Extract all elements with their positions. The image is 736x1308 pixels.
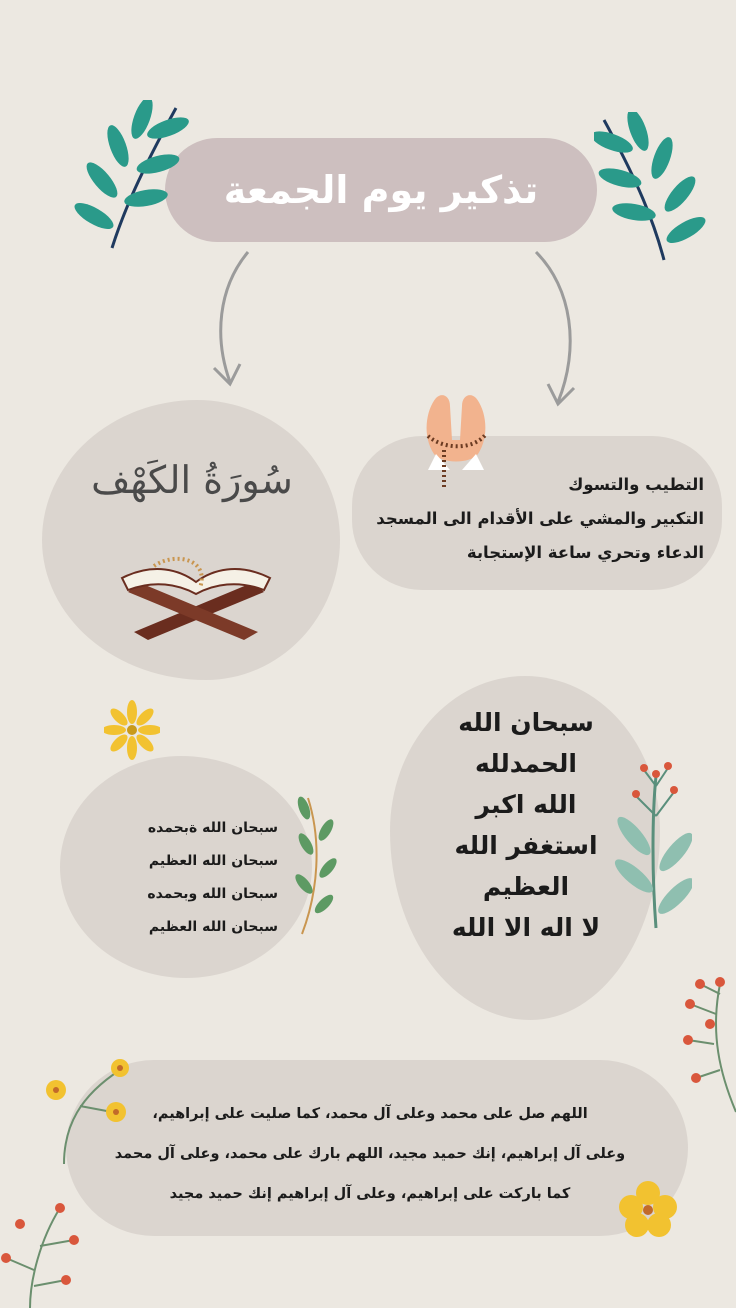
- duty-line: التطيب والتسوك: [568, 475, 704, 494]
- salawat-text: [84, 1094, 656, 1214]
- duty-line: الدعاء وتحري ساعة الإستجابة: [466, 543, 704, 562]
- flower-icon-yellow-bottom: [616, 1180, 680, 1238]
- surah-calligraphy: سُورَةُ الكَهْف: [91, 458, 293, 502]
- berry-branch-icon-green: [612, 756, 692, 932]
- curved-arrow-icon-right: [528, 248, 588, 410]
- salawat-line: كما باركت على إبراهيم، وعلى آل إبراهيم إنك حميد مجيد: [169, 1186, 571, 1202]
- duty-line: التكبير والمشي على الأقدام الى المسجد: [376, 509, 704, 528]
- dhikr-big-list: [440, 702, 612, 948]
- dhikr-line: العظيم: [482, 872, 570, 901]
- dhikr-line: استغفر الله: [454, 831, 598, 860]
- branch-leaf-icon-left: [72, 100, 190, 252]
- dhikr-small-line: سبحان الله وبحمده: [147, 886, 278, 902]
- dhikr-line: الحمدلله: [475, 749, 577, 778]
- dhikr-small-line: سبحان الله العظيم: [148, 919, 278, 935]
- dhikr-line: سبحان الله: [458, 708, 594, 737]
- friday-duties-list: [364, 468, 704, 570]
- berry-branch-icon-red: [680, 974, 736, 1114]
- branch-leaf-icon-right: [594, 112, 706, 264]
- salawat-line: اللهم صل على محمد وعلى آل محمد، كما صليت على إبراهيم،: [152, 1106, 588, 1122]
- leaf-sprig-icon: [288, 792, 338, 938]
- berry-branch-icon-bottom: [0, 1200, 84, 1308]
- quran-on-stand-icon: [114, 548, 278, 640]
- dhikr-line: الله اكبر: [475, 790, 577, 819]
- page-title: تذكير يوم الجمعة: [165, 138, 597, 242]
- dhikr-small-line: سبحان الله العظيم: [148, 853, 278, 869]
- salawat-line: وعلى آل إبراهيم، إنك حميد مجيد، اللهم بارك على محمد، وعلى آل محمد: [114, 1146, 626, 1162]
- dhikr-line: لا اله الا الله: [451, 913, 601, 942]
- flower-icon-yellow: [104, 700, 160, 760]
- dhikr-small-list: [100, 812, 278, 944]
- curved-arrow-icon-left: [200, 248, 260, 390]
- dhikr-small-line: سبحان الله ةبحمده: [147, 820, 278, 836]
